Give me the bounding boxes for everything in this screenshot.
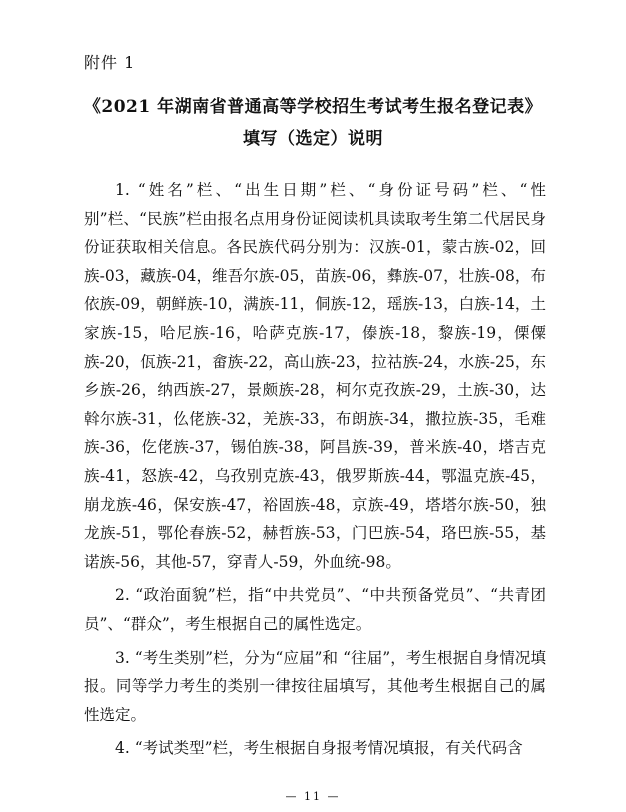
paragraph-political-status: 2. “政治面貌”栏，指“中共党员”、“中共预备党员”、“共青团员”、“群众”，考生根据自己的属性选定。 [84,586,546,633]
paragraph-candidate-category: 3. “考生类别”栏，分为“应届”和 “往届”，考生根据自身情况填报。同等学力考生的类别一律按往届填写，其他考生根据自己的属性选定。 [84,648,546,724]
page-number: — 11 — [285,790,341,803]
document-subtitle: 填写（选定）说明 [243,129,383,149]
document-title: 《2021 年湖南省普通高等学校招生考试考生报名登记表》 [83,97,543,117]
paragraph-exam-type: 4. “考试类型”栏，考生根据自身报考情况填报，有关代码含 [115,739,523,758]
paragraph-ethnic-codes: 1. “姓名”栏、“出生日期”栏、“身份证号码”栏、“性别”栏、“民族”栏由报名点用身份证阅读机具读取考生第二代居民身份证获取相关信息。各民族代码分别为：汉族-01，蒙古族-02，回族-03，藏族-04，维吾尔族-05，苗族-06，彝族-07，壮族-08，布依族-09，朝鲜族-10，满族-11，侗族-12，瑶族-13，白族-14，土家族-15，哈尼族-16，哈萨克族-17，傣族-18，黎族-19，傈僳族-20，佤族-21，畲族-22，高山族-23，拉祜族-24，水族-25，东乡族-26，纳西族-27，景颇族-28，柯尔克孜族-29，土族-30，达斡尔族-31，仫佬族-32，羌族-33，布朗族-34，撒拉族-35，毛难族-36，仡佬族-37，锡伯族-38，阿昌族-39，普米族-40，塔吉克族-41，怒族-42，乌孜别克族-43，俄罗斯族-44，鄂温克族-45，崩龙族-46，保安族-47，裕固族-48，京族-49，塔塔尔族-50，独龙族-51，鄂伦春族-52，赫哲族-53，门巴族-54，珞巴族-55，基诺族-56，其他-57，穿青人-59，外血统-98。 [84,181,546,571]
attachment-label: 附件 1 [84,53,136,72]
document-body [84,176,546,763]
